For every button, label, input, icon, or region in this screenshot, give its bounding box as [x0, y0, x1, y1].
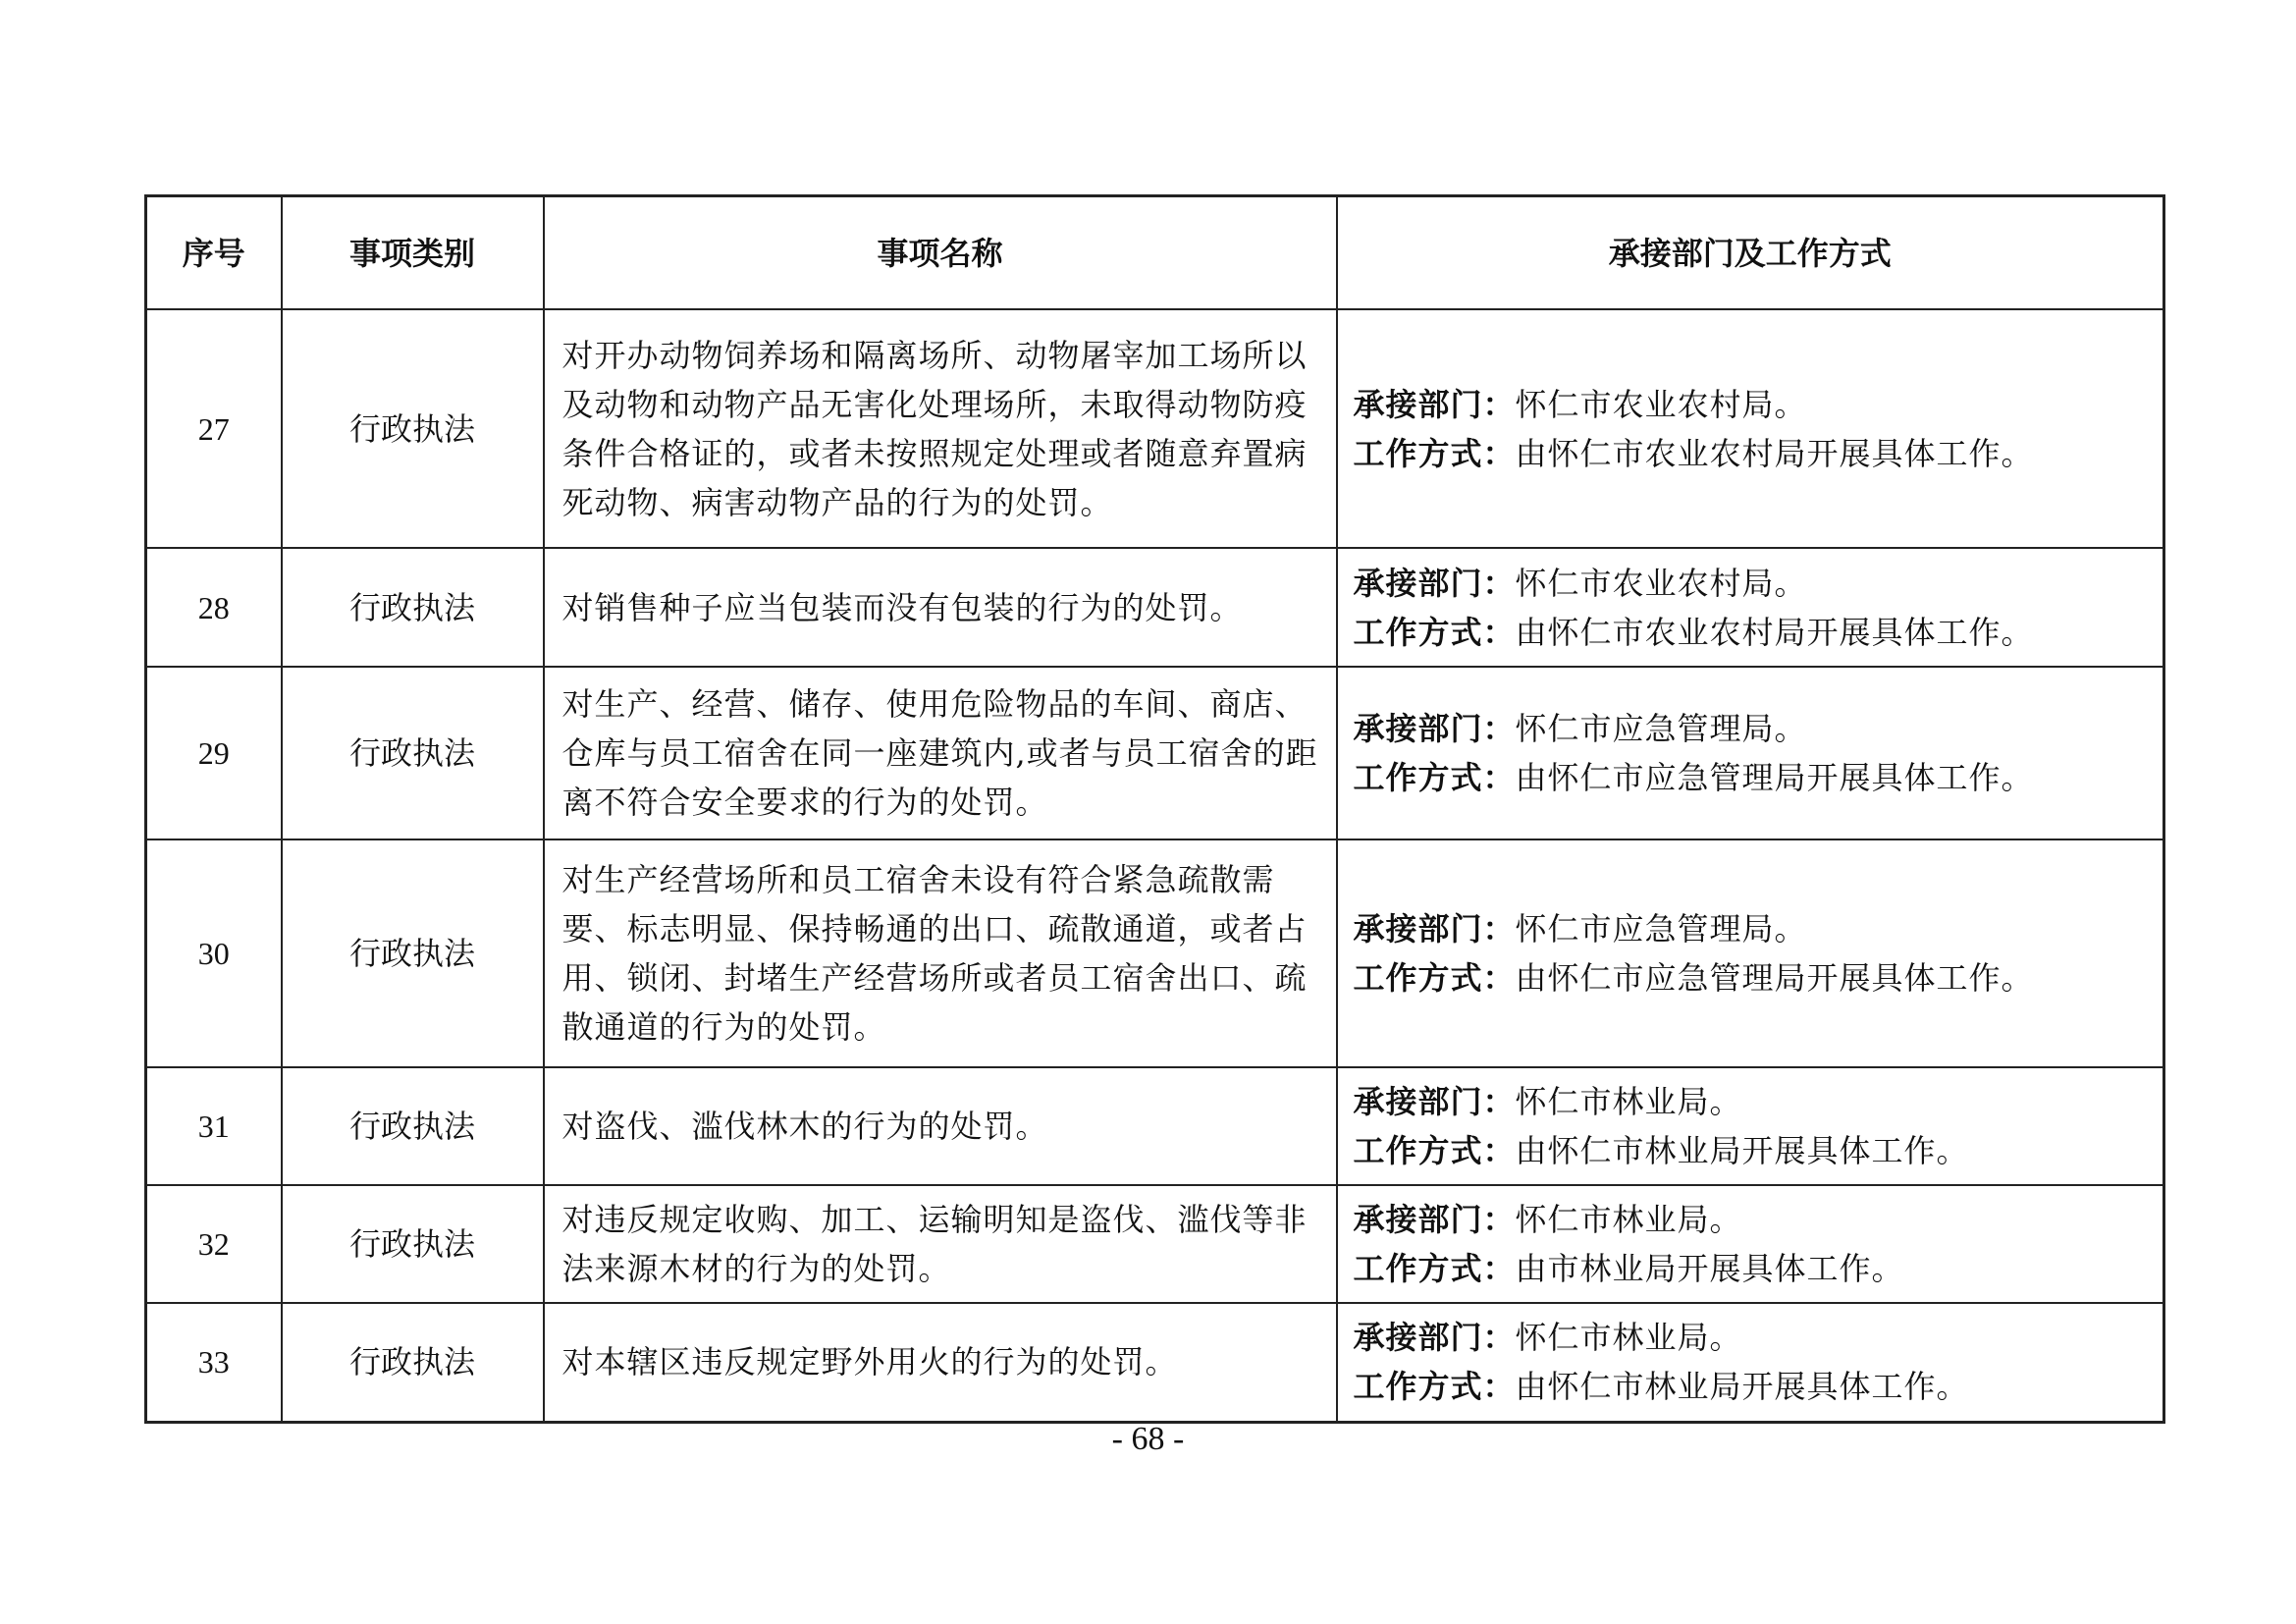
dept-line: [1354, 559, 2148, 608]
dept-value: 怀仁市林业局。: [1515, 1201, 1742, 1238]
method-label: 工作方式：: [1353, 1368, 1516, 1406]
method-value: 由怀仁市农业农村局开展具体工作。: [1515, 434, 2034, 472]
row-category: 行政执法: [282, 309, 544, 548]
table-row: [146, 309, 2164, 548]
header-dept: 承接部门及工作方式: [1337, 196, 2164, 310]
row-dept-method: [1337, 667, 2164, 839]
method-line: [1354, 1244, 2148, 1293]
method-line: [1354, 953, 2148, 1002]
method-line: [1354, 753, 2148, 802]
method-line: [1354, 429, 2148, 478]
method-label: 工作方式：: [1353, 1132, 1516, 1169]
method-value: 由怀仁市应急管理局开展具体工作。: [1515, 759, 2034, 796]
row-dept-method: [1337, 309, 2164, 548]
row-matter-name: 对开办动物饲养场和隔离场所、动物屠宰加工场所以及动物和动物产品无害化处理场所，未取得动物防疫条件合格证的，或者未按照规定处理或者随意弃置病死动物、病害动物产品的行为的处罚。: [544, 309, 1337, 548]
row-matter-name: 对违反规定收购、加工、运输明知是盗伐、滥伐等非法来源木材的行为的处罚。: [544, 1185, 1337, 1303]
row-number: 27: [146, 309, 282, 548]
method-value: 由市林业局开展具体工作。: [1515, 1250, 1904, 1287]
method-value: 由怀仁市林业局开展具体工作。: [1515, 1132, 1969, 1169]
dept-label: 承接部门：: [1353, 710, 1516, 747]
method-label: 工作方式：: [1353, 959, 1516, 997]
row-category: 行政执法: [282, 548, 544, 667]
row-matter-name: 对生产经营场所和员工宿舍未设有符合紧急疏散需要、标志明显、保持畅通的出口、疏散通道，或者占用、锁闭、封堵生产经营场所或者员工宿舍出口、疏散通道的行为的处罚。: [544, 839, 1337, 1067]
table-row: [146, 1185, 2164, 1303]
row-number: 29: [146, 667, 282, 839]
row-number: 32: [146, 1185, 282, 1303]
row-category: 行政执法: [282, 1067, 544, 1185]
row-matter-name: 对销售种子应当包装而没有包装的行为的处罚。: [544, 548, 1337, 667]
row-matter-name: 对本辖区违反规定野外用火的行为的处罚。: [544, 1303, 1337, 1422]
method-line: [1354, 1362, 2148, 1411]
table-row: [146, 1303, 2164, 1422]
dept-label: 承接部门：: [1353, 564, 1516, 602]
dept-line: [1354, 1313, 2148, 1362]
dept-label: 承接部门：: [1353, 385, 1516, 423]
row-dept-method: [1337, 1303, 2164, 1422]
header-no: 序号: [146, 196, 282, 310]
row-dept-method: [1337, 1067, 2164, 1185]
row-number: 30: [146, 839, 282, 1067]
method-value: 由怀仁市农业农村局开展具体工作。: [1515, 613, 2034, 651]
table-row: [146, 667, 2164, 839]
row-dept-method: [1337, 839, 2164, 1067]
matters-table: [144, 194, 2165, 1424]
row-number: 28: [146, 548, 282, 667]
table-row: [146, 548, 2164, 667]
dept-line: [1354, 704, 2148, 753]
dept-line: [1354, 904, 2148, 953]
method-value: 由怀仁市林业局开展具体工作。: [1515, 1368, 1969, 1406]
row-category: 行政执法: [282, 667, 544, 839]
dept-label: 承接部门：: [1353, 1083, 1516, 1120]
row-dept-method: [1337, 548, 2164, 667]
dept-value: 怀仁市林业局。: [1515, 1083, 1742, 1120]
dept-line: [1354, 1195, 2148, 1244]
row-category: 行政执法: [282, 1185, 544, 1303]
row-dept-method: [1337, 1185, 2164, 1303]
table-row: [146, 839, 2164, 1067]
method-label: 工作方式：: [1353, 759, 1516, 796]
dept-value: 怀仁市农业农村局。: [1515, 385, 1807, 423]
row-number: 31: [146, 1067, 282, 1185]
method-value: 由怀仁市应急管理局开展具体工作。: [1515, 959, 2034, 997]
dept-label: 承接部门：: [1353, 910, 1516, 947]
row-category: 行政执法: [282, 1303, 544, 1422]
dept-label: 承接部门：: [1353, 1201, 1516, 1238]
page-number: - 68 -: [1111, 1421, 1185, 1457]
dept-value: 怀仁市应急管理局。: [1515, 910, 1807, 947]
method-label: 工作方式：: [1353, 1250, 1516, 1287]
dept-line: [1354, 1077, 2148, 1126]
dept-value: 怀仁市农业农村局。: [1515, 564, 1807, 602]
dept-label: 承接部门：: [1353, 1319, 1516, 1357]
row-category: 行政执法: [282, 839, 544, 1067]
header-category: 事项类别: [282, 196, 544, 310]
dept-line: [1354, 380, 2148, 429]
header-name: 事项名称: [544, 196, 1337, 310]
table-header-row: [146, 196, 2164, 310]
method-line: [1354, 608, 2148, 657]
method-label: 工作方式：: [1353, 613, 1516, 651]
dept-value: 怀仁市林业局。: [1515, 1319, 1742, 1357]
row-number: 33: [146, 1303, 282, 1422]
table-row: [146, 1067, 2164, 1185]
method-label: 工作方式：: [1353, 434, 1516, 472]
row-matter-name: 对盗伐、滥伐林木的行为的处罚。: [544, 1067, 1337, 1185]
row-matter-name: 对生产、经营、储存、使用危险物品的车间、商店、仓库与员工宿舍在同一座建筑内,或者与员工宿舍的距离不符合安全要求的行为的处罚。: [544, 667, 1337, 839]
method-line: [1354, 1126, 2148, 1175]
dept-value: 怀仁市应急管理局。: [1515, 710, 1807, 747]
